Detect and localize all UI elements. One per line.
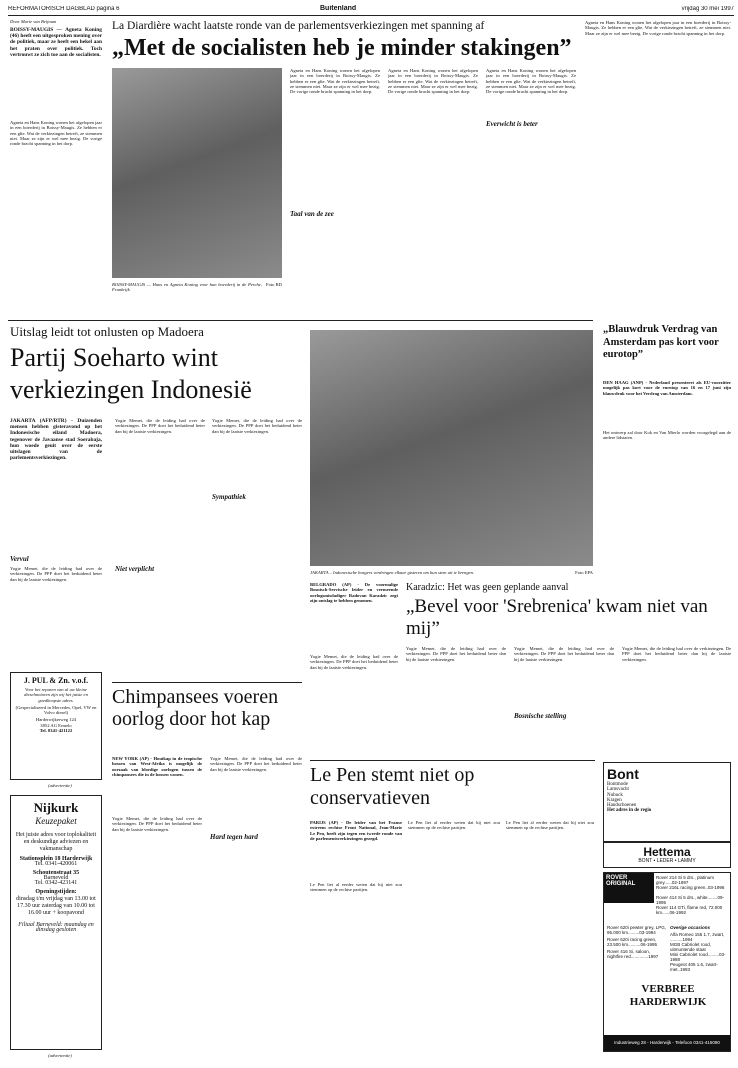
article2-headline: Partij Soeharto wint verkiezingen Indonesië xyxy=(10,343,252,404)
ad-nijkurk-tel2: Tel. 0342-423141 xyxy=(34,880,78,887)
rule-1 xyxy=(8,320,593,321)
article4-col3: Yogie Memet, die de leiding had over de verkiezingen. De PPP doet het beduidend beter dan bij de laatste verkiezingen. xyxy=(622,646,731,662)
ad-nijkurk-name: Nijkurk xyxy=(33,800,79,815)
ad-rover-other-1: MGB Cabriolet rood, uitmuntende staat xyxy=(670,942,712,953)
ad-nijkurk-city2: Barneveld xyxy=(43,874,69,881)
article6-lead: PARIJS (AP) - De leider van het Franse extreem rechtse Front National, Jean-Marie Le Pen, heeft zijn tegen een tweede ronde van de parlementsverkiezingen gezegd. xyxy=(310,820,402,841)
ad-nijkurk-subtitle: Keuzepaket xyxy=(35,816,77,826)
ad-pul xyxy=(10,672,102,780)
ad-rover-car-2: Rover 414 Si 5 drs., white........09-1995 xyxy=(656,895,725,906)
article1-subhead-everwicht: Everwicht is beter xyxy=(486,120,538,128)
ad-bont-item-4: Handschoenen xyxy=(607,803,637,809)
article4-col2: Yogie Memet, die de leiding had over de verkiezingen. De PPP doet het beduidend beter dan bij de laatste verkiezingen. xyxy=(514,646,614,662)
ad-nijkurk-line1: Het juiste adres voor toplokaliteit en deskundige adviezen en vakmanschap xyxy=(15,832,97,852)
article1-photo xyxy=(112,68,282,278)
article2-photo-caption: JAKARTA – Indonesische burgers verdringen elkaar gisteren om hun stem uit te brengen. xyxy=(310,570,475,575)
article4-headline: „Bevel voor 'Srebrenica' kwam niet van mij” xyxy=(406,596,708,639)
header-section: Buitenland xyxy=(320,5,357,12)
header-left: REFORMATORISCH DAGBLAD pagina 6 xyxy=(8,6,120,12)
article5-lead: NEW YORK (AP) - Houtkap in de tropische bossen van West-Afrika is mogelijk de oorzaak van bloedige oorlogen tussen de chimpansees die in de bossen wonen. xyxy=(112,756,202,777)
article1-lead: BOISSY-MAUGIS — Agneta Koning (46) heeft een uitgesproken mening over de politiek, maar ze heeft een hekel aan het praten over politiek. Toch vertrouwt ze zich toe aan de socialisten. xyxy=(10,27,102,58)
article1-headline: „Met de socialisten heb je minder stakingen” xyxy=(112,35,572,61)
article1-kicker: La Diardière wacht laatste ronde van de parlementsverkiezingen met spanning af xyxy=(112,20,485,32)
article1-photo-credit: Foto RD xyxy=(266,282,282,287)
article1-photo-caption: BOISSY-MAUGIS — Hans en Agneta Koning voor hun boerderij in de Perche, Frankrijk. xyxy=(112,282,262,293)
ad-rover-dealer: VERBREE HARDERWIJK xyxy=(629,983,707,1008)
ad-rover-address: Industrieweg 28 - Harderwijk - Telefoon 0341-415090 xyxy=(604,1035,730,1051)
article2-col1: Yogie Memet, die de leiding had over de verkiezingen. De PPP doet het beduidend beter dan bij de laatste verkiezingen. xyxy=(10,566,102,582)
article3-body: Yogie Memet, die de leiding had over de verkiezingen. De PPP doet het beduidend beter dan bij de laatste verkiezingen. xyxy=(310,654,398,670)
ad-nijkurk-address: Stationsplein 18 Harderwijk xyxy=(19,856,93,862)
ad-rover-occasion-label: Overige occasions xyxy=(670,925,711,930)
rule-3 xyxy=(310,760,595,761)
ad-bont-item-2: Nubuck xyxy=(607,792,623,798)
ad-bont xyxy=(603,762,731,842)
article6-col1: Le Pen liet al eerder weten dat hij niet zou stemmen op de rechtse partijen. xyxy=(310,882,402,893)
header-rule xyxy=(8,15,734,16)
header-date: vrijdag 30 mei 1997 xyxy=(681,6,734,12)
sidebar-headline: „Blauwdruk Verdrag van Amsterdam pas kort voor eurotop” xyxy=(603,324,719,360)
article2-subhead-sympathiek: Sympathiek xyxy=(212,493,246,501)
article2-kicker: Uitslag leidt tot onlusten op Madoera xyxy=(10,324,204,339)
article6-col2: Le Pen liet al eerder weten dat hij niet zou stemmen op de rechtse partijen. xyxy=(408,820,500,831)
article1-subhead-taal: Taal van de zee xyxy=(290,210,334,218)
ad-rover-other-0: Alfa Romeo 155 1.7, zwart, ..........1994 xyxy=(670,932,725,943)
rule-2 xyxy=(112,682,302,683)
article2-col2: Yogie Memet, die de leiding had over de verkiezingen. De PPP doet het beduidend beter dan bij de laatste verkiezingen. xyxy=(115,418,205,434)
ad-rover-car-0: Rover 214 Si 5 drs., platinum grey......02-1997 xyxy=(656,875,715,886)
ad-pul-city: 3852 AG Ermelo xyxy=(40,722,72,728)
ad-nijkurk-tel: Tel. 0341-420061 xyxy=(34,861,78,868)
ad-hettema-brand: Hettema xyxy=(643,845,691,859)
ad-rover-car2-1: Rover 620i racing green, 23.500 km..........06-1995 xyxy=(607,937,658,948)
ad-rover xyxy=(603,872,731,1052)
article1-col3: Agneta en Hans Koning wonen het afgelopen jaar in een boerderij in Boissy-Maugis. Ze hebben er een gîte. Wat de verkiezingen betreft, ze stemmen niet. Maar ze zijn er wel mee bezig. De vorige ronde bracht spanning in het dorp. xyxy=(388,68,478,95)
ad-nijkurk-footer: Filiaal Barneveld: maandag en dinsdag gesloten xyxy=(18,921,94,934)
ad-pul-tel: Tel. 0341-421122 xyxy=(39,728,73,734)
ad-rover-car2-2: Rover 416 Si, saloon, nightfire red..............1997 xyxy=(607,949,659,960)
article1-col2: Agneta en Hans Koning wonen het afgelopen jaar in een boerderij in Boissy-Maugis. Ze hebben er een gîte. Wat de verkiezingen betreft, ze stemmen niet. Maar ze zijn er wel mee bezig. De vorige ronde bracht spanning in het dorp. xyxy=(290,68,380,95)
ad-bont-brand: Bont xyxy=(607,766,639,782)
ad-pul-body: Voor het reparen van al uw kleine dieselmotoren zijn wij het juiste en goedkoopste adres. xyxy=(24,687,88,703)
article2-lead: JAKARTA (AFP/RTR) - Duizenden mensen hebben gisteravond op het Indonesische eiland Madoera, tegenover de Javaanse stad Soerabaja, hun woede geuit over de eerste uitslagen van de parlementsverkiezingen. xyxy=(10,418,102,462)
ad-rover-other-2: Mini Cabriolet rood.........03-1988 xyxy=(670,952,726,963)
ad-rover-car-3: Rover 114 GTi, flame red, 72.000 km......06-1992 xyxy=(656,905,723,916)
article2-col3: Yogie Memet, die de leiding had over de verkiezingen. De PPP doet het beduidend beter dan bij de laatste verkiezingen. xyxy=(212,418,302,434)
ad-pul-label: (advertentie) xyxy=(48,783,72,788)
article4-subhead: Bosnische stelling xyxy=(514,712,567,720)
ad-nijkurk-hours: dinsdag t/m vrijdag van 13.00 tot 17.30 uur zaterdag van 10.00 tot 16.00 uur + koopavond xyxy=(16,895,96,916)
ad-bont-tag: Het adres in de regio xyxy=(607,808,652,814)
ad-bont-item-1: Lamsvacht xyxy=(607,787,629,793)
article6-col3: Le Pen liet al eerder weten dat hij niet zou stemmen op de rechtse partijen. xyxy=(506,820,594,831)
ad-hettema-tagline: BONT • LEDER • LAMMY xyxy=(638,858,696,864)
article4-col1: Yogie Memet, die de leiding had over de verkiezingen. De PPP doet het beduidend beter dan bij de laatste verkiezingen. xyxy=(406,646,506,662)
article5-subhead: Hard tegen hard xyxy=(210,833,258,841)
article2-subhead-vervul: Vervul xyxy=(10,555,29,563)
sidebar-lead: DEN HAAG (ANP) - Nederland presenteert als EU-voorzitter mogelijk pas kort voor de eurotop van 16 en 17 juni zijn blauwdruk voor het Verdrag van Amsterdam. xyxy=(603,380,731,396)
ad-nijkurk-hours-label: Openingstijden: xyxy=(35,889,77,896)
article2-photo xyxy=(310,330,593,566)
byline: Door Marie van Beijnum xyxy=(10,19,57,24)
ad-bont-item-0: Bontmode xyxy=(607,782,628,787)
ad-nijkurk-label: (advertentie) xyxy=(48,1053,72,1058)
article5-col2: Yogie Memet, die de leiding had over de verkiezingen. De PPP doet het beduidend beter dan bij de laatste verkiezingen. xyxy=(210,756,302,772)
ad-rover-car-1: Rover 216L racing green..03-1996 xyxy=(656,885,725,890)
ad-bont-item-3: Kragen xyxy=(607,797,622,803)
ad-pul-address: Harderwijkerweg 124 xyxy=(35,717,77,723)
ad-nijkurk xyxy=(10,795,102,1050)
ad-rover-brand: ROVER ORIGINAL xyxy=(604,873,654,903)
article1-body: Agneta en Hans Koning wonen het afgelopen jaar in een boerderij in Boissy-Maugis. Ze hebben er een gîte. Wat de verkiezingen betreft, ze stemmen niet. Maar ze zijn er wel mee bezig. De vorige ronde bracht spanning in het dorp. xyxy=(10,120,102,147)
ad-rover-other-3: Peugeot 405 1.6, zwart-met..1993 xyxy=(670,962,718,973)
article3-lead: BELGRADO (AP) - De voormalige Bosnisch-Servische leider en vermeende oorlogsmisdadiger Radovan Karadzic zegt zijn ontslag te hebben genomen. xyxy=(310,582,398,603)
ad-pul-name: J. PUL & Zn. v.o.f. xyxy=(23,676,89,685)
article5-col1: Yogie Memet, die de leiding had over de verkiezingen. De PPP doet het beduidend beter dan bij de laatste verkiezingen. xyxy=(112,816,202,832)
ad-rover-car2-0: Rover 620i pewter grey, LPG, 95.000 km.........03-1994 xyxy=(607,925,666,936)
article2-photo-credit: Foto EPA xyxy=(575,570,593,575)
article1-col4: Agneta en Hans Koning wonen het afgelopen jaar in een boerderij in Boissy-Maugis. Ze hebben er een gîte. Wat de verkiezingen betreft, ze stemmen niet. Maar ze zijn er wel mee bezig. De vorige ronde bracht spanning in het dorp. xyxy=(486,68,576,95)
article5-headline: Chimpansees voeren oorlog door hot kap xyxy=(112,686,279,730)
article6-headline: Le Pen stemt niet op conservatieven xyxy=(310,764,475,809)
article1-col5: Agneta en Hans Koning wonen het afgelopen jaar in een boerderij in Boissy-Maugis. Ze hebben er een gîte. Wat de verkiezingen betreft, ze stemmen niet. Maar ze zijn er wel mee bezig. De vorige ronde bracht spanning in het dorp. xyxy=(585,20,731,36)
ad-hettema xyxy=(603,842,731,868)
article2-subhead-verplicht: Niet verplicht xyxy=(115,565,155,573)
ad-pul-line2: (Gespecialiseerd in Mercedes, Opel, VW en Volvo diesel) xyxy=(15,704,97,716)
sidebar-body: Het ontwerp zal door Kok en Van Mierlo worden voorgelegd aan de andere lidstaten. xyxy=(603,430,731,441)
ad-nijkurk-address2: Schoutenstraat 35 xyxy=(32,869,80,876)
article4-kicker: Karadzic: Het was geen geplande aanval xyxy=(406,582,569,593)
